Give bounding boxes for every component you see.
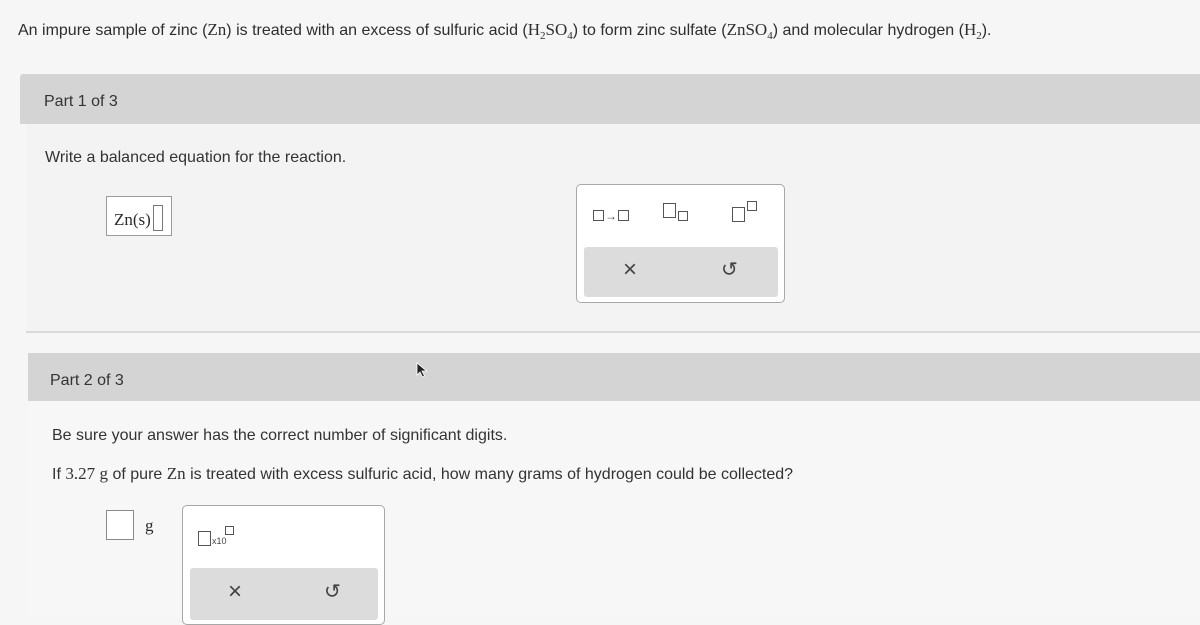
undo-icon: ↺	[324, 581, 341, 603]
superscript-button[interactable]	[732, 201, 762, 223]
close-icon: ×	[623, 256, 638, 283]
undo-icon: ↺	[721, 259, 738, 281]
znso4-formula: ZnSO$_4$	[726, 20, 773, 42]
clear-button[interactable]	[623, 258, 637, 282]
clear-button[interactable]	[228, 580, 242, 604]
problem-statement	[18, 20, 992, 42]
equation-cursor-slot[interactable]	[153, 205, 163, 231]
zn-formula: Zn	[207, 20, 227, 39]
equation-palette	[576, 184, 785, 303]
answer-input[interactable]	[106, 510, 134, 540]
sig-digits-instruction: Be sure your answer has the correct number of significant digits.	[52, 427, 508, 444]
undo-button[interactable]	[324, 582, 341, 602]
answer-unit: g	[145, 516, 154, 535]
answer-palette	[182, 505, 385, 625]
subscript-button[interactable]	[663, 201, 693, 223]
palette-action-bar	[190, 568, 378, 620]
h2-formula: $H_2$	[963, 20, 982, 42]
problem-text: ) and molecular hydrogen (	[772, 22, 964, 39]
x10-label: x10	[212, 536, 227, 546]
problem-text: ).	[981, 22, 992, 39]
part1-header[interactable]	[20, 74, 1200, 124]
part2-question: If 3.27 g of pure Zn is treated with excess sulfuric acid, how many grams of hydrogen could be collected?	[52, 464, 794, 483]
reaction-arrow-button[interactable]: →	[593, 207, 629, 224]
h2so4-formula: $H_2SO_4$	[527, 20, 573, 42]
part1-title: Part 1 of 3	[44, 93, 118, 110]
problem-text: An impure sample of zinc (	[18, 22, 208, 39]
undo-button[interactable]	[721, 260, 738, 280]
part1-question: Write a balanced equation for the reaction.	[45, 149, 347, 166]
problem-text: ) to form zinc sulfate (	[572, 22, 727, 39]
part2-header[interactable]	[28, 353, 1200, 401]
equation-text: Zn(s)	[114, 210, 151, 229]
problem-text: ) is treated with an excess of sulfuric acid (	[226, 22, 528, 39]
scientific-notation-button[interactable]	[198, 522, 240, 548]
close-icon: ×	[228, 578, 243, 605]
part2-title: Part 2 of 3	[50, 372, 124, 389]
mouse-pointer-icon	[416, 362, 428, 378]
palette-action-bar	[584, 247, 778, 297]
equation-input[interactable]	[106, 196, 172, 236]
